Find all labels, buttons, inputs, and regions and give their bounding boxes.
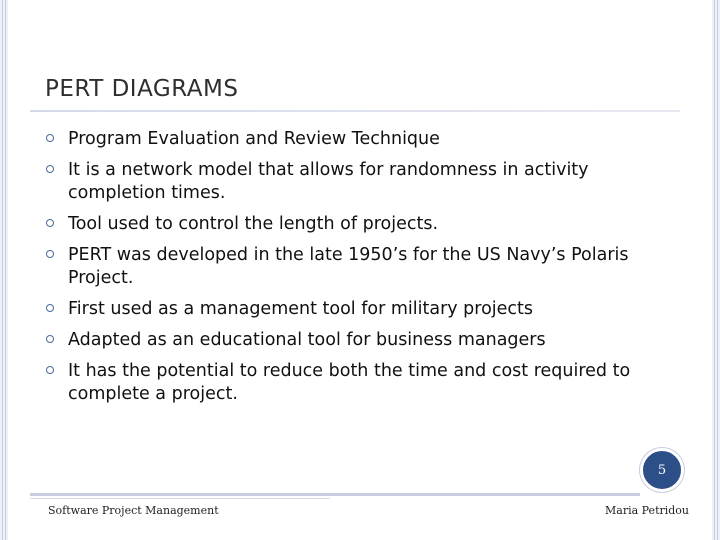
slide-title: PERT DIAGRAMS [45,76,239,102]
bullet-text: First used as a management tool for military projects [68,299,534,319]
bullet-item [46,329,646,352]
footer-course-title: Software Project Management [48,504,219,517]
circle-bullet-icon [46,134,54,142]
title-divider [30,110,680,112]
bullet-item [46,298,646,321]
page-number: 5 [657,462,667,478]
circle-bullet-icon [46,366,54,374]
bullet-item [46,159,646,205]
bullet-item [46,360,646,406]
circle-bullet-icon [46,165,54,173]
footer-divider-thin [30,498,330,499]
bullet-text: PERT was developed in the late 1950’s for the US Navy’s Polaris Project. [68,245,629,288]
footer-divider [30,493,640,496]
footer-author: Maria Petridou [605,504,690,517]
bullet-text: It is a network model that allows for randomness in activity completion times. [68,160,589,203]
bullet-text: Tool used to control the length of projects. [68,214,439,234]
bullet-item [46,128,646,151]
circle-bullet-icon [46,335,54,343]
bullet-list [46,128,646,414]
slide-border-left [0,0,8,540]
circle-bullet-icon [46,304,54,312]
circle-bullet-icon [46,219,54,227]
bullet-text: It has the potential to reduce both the time and cost required to complete a project. [68,361,631,404]
circle-bullet-icon [46,250,54,258]
bullet-text: Adapted as an educational tool for business managers [68,330,546,350]
bullet-item [46,213,646,236]
page-number-badge [640,448,684,492]
bullet-text: Program Evaluation and Review Technique [68,129,440,149]
bullet-item [46,244,646,290]
slide-border-right [712,0,720,540]
